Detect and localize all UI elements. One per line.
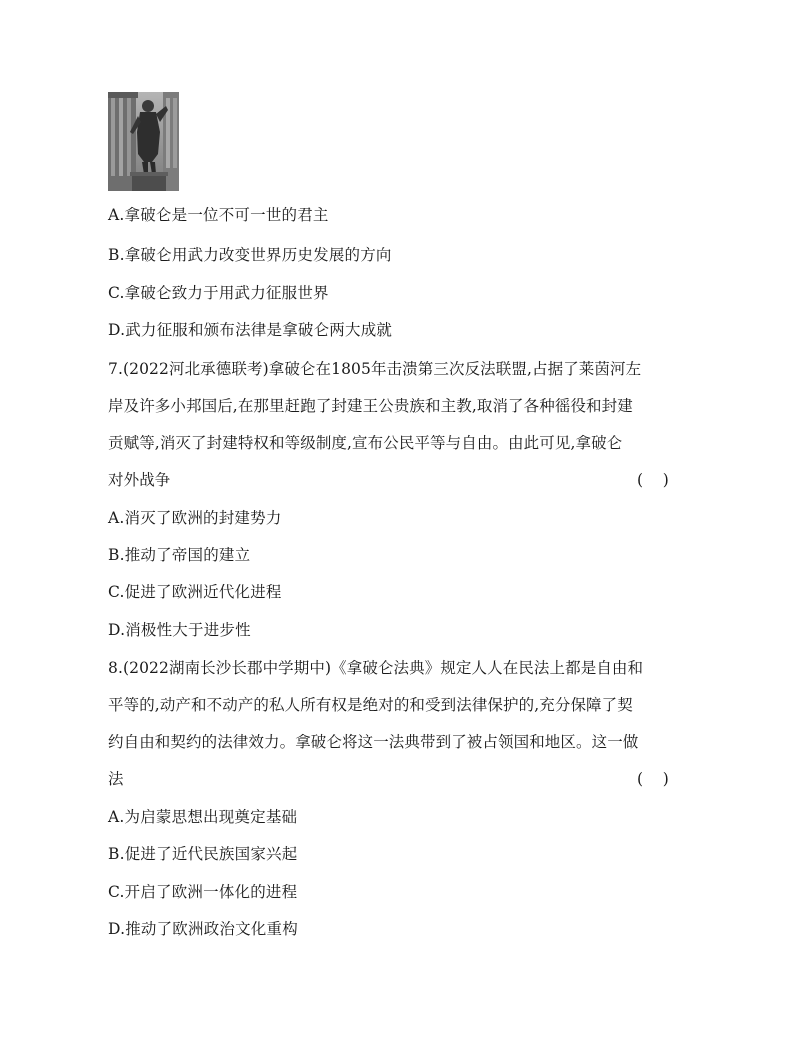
q6-option-a: A.拿破仑是一位不可一世的君主	[108, 206, 329, 224]
q7-option-d: D.消极性大于进步性	[108, 621, 251, 639]
q7-stem-line-4: 对外战争	[108, 471, 171, 489]
q8-answer-bracket: ( )	[637, 770, 669, 788]
q8-option-c: C.开启了欧洲一体化的进程	[108, 883, 298, 901]
q7-stem-line-3: 贡赋等,消灭了封建特权和等级制度,宣布公民平等与自由。由此可见,拿破仑	[108, 434, 623, 452]
q8-stem-line-3: 约自由和契约的法律效力。拿破仑将这一法典带到了被占领国和地区。这一做	[108, 733, 639, 751]
statue-photo	[108, 92, 179, 191]
q8-stem-line-1: 8.(2022湖南长沙长郡中学期中)《拿破仑法典》规定人人在民法上都是自由和	[108, 659, 644, 677]
q8-stem-line-4: 法	[108, 770, 124, 788]
q7-stem-line-2: 岸及许多小邦国后,在那里赶跑了封建王公贵族和主教,取消了各种徭役和封建	[108, 397, 633, 415]
q8-option-a: A.为启蒙思想出现奠定基础	[108, 808, 298, 826]
q7-answer-bracket: ( )	[637, 471, 669, 489]
q6-option-c: C.拿破仑致力于用武力征服世界	[108, 284, 329, 302]
q7-option-c: C.促进了欧洲近代化进程	[108, 583, 282, 601]
q6-option-b: B.拿破仑用武力改变世界历史发展的方向	[108, 246, 392, 264]
q8-option-b: B.促进了近代民族国家兴起	[108, 845, 298, 863]
q7-option-b: B.推动了帝国的建立	[108, 546, 251, 564]
q7-stem-line-1: 7.(2022河北承德联考)拿破仑在1805年击溃第三次反法联盟,占据了莱茵河左	[108, 360, 642, 378]
q8-stem-line-2: 平等的,动产和不动产的私人所有权是绝对的和受到法律保护的,充分保障了契	[108, 696, 633, 714]
q8-option-d: D.推动了欧洲政治文化重构	[108, 920, 298, 938]
q6-option-d: D.武力征服和颁布法律是拿破仑两大成就	[108, 321, 393, 339]
q7-option-a: A.消灭了欧洲的封建势力	[108, 509, 282, 527]
statue-image	[108, 92, 179, 191]
